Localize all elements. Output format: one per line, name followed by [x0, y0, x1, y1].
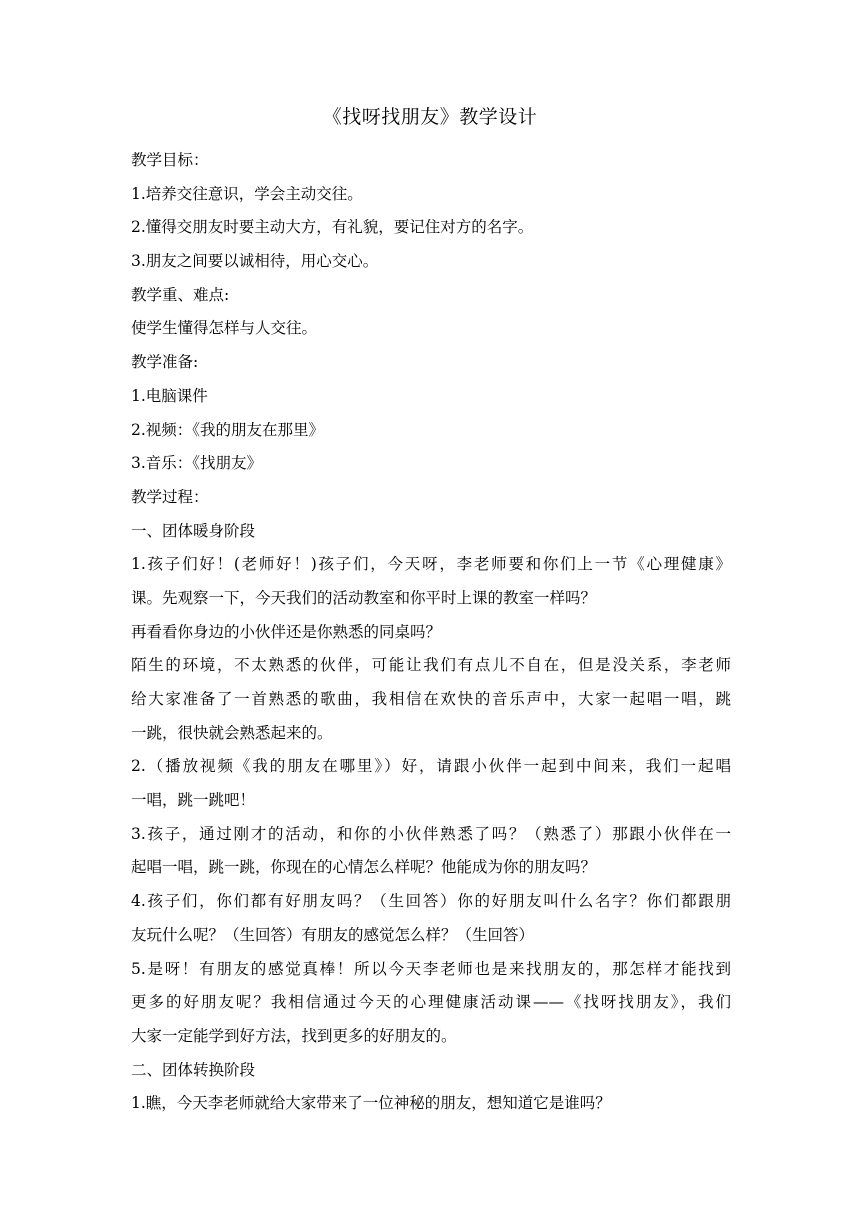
text-line: 更多的好朋友呢？我相信通过今天的心理健康活动课——《找呀找朋友》，我们	[131, 993, 731, 1012]
text-line: 再看看你身边的小伙伴还是你熟悉的同桌吗？	[131, 622, 442, 641]
text-line: 3.朋友之间要以诚相待，用心交心。	[131, 252, 379, 271]
text-line: 二、团体转换阶段	[131, 1060, 256, 1079]
text-line: 一唱，跳一跳吧！	[131, 791, 256, 810]
text-line: 教学过程：	[131, 487, 209, 506]
text-line: 1.培养交往意识，学会主动交往。	[131, 184, 363, 203]
document-body	[131, 144, 731, 1121]
document-title: 《找呀找朋友》教学设计	[322, 106, 538, 128]
text-line: 3.音乐：《找朋友》	[131, 454, 263, 473]
text-line: 给大家准备了一首熟悉的歌曲，我相信在欢快的音乐声中，大家一起唱一唱，跳	[131, 690, 731, 708]
text-line: 1.电脑课件	[131, 386, 208, 405]
text-line: 一、团体暖身阶段	[131, 521, 256, 540]
text-line: 陌生的环境，不太熟悉的伙伴，可能让我们有点儿不自在，但是没关系，李老师	[131, 656, 731, 675]
text-line: 起唱一唱，跳一跳，你现在的心情怎么样呢？他能成为你的朋友吗？	[131, 858, 597, 877]
text-line: 5.是呀！有朋友的感觉真棒！所以今天李老师也是来找朋友的，那怎样才能找到	[131, 959, 731, 978]
text-line: 4.孩子们，你们都有好朋友吗？（生回答）你的好朋友叫什么名字？你们都跟朋	[131, 892, 731, 911]
text-line: 友玩什么呢？（生回答）有朋友的感觉怎么样？（生回答）	[131, 925, 535, 944]
text-line: 教学目标：	[131, 151, 209, 169]
text-line: 课。先观察一下，今天我们的活动教室和你平时上课的教室一样吗？	[131, 588, 597, 607]
text-line: 一跳，很快就会熟悉起来的。	[131, 723, 333, 742]
text-line: 1.孩子们好！(老师好！)孩子们，今天呀，李老师要和你们上一节《心理健康》	[131, 555, 731, 574]
text-line: 2.视频：《我的朋友在那里》	[131, 420, 325, 439]
text-line: 3.孩子，通过刚才的活动，和你的小伙伴熟悉了吗？（熟悉了）那跟小伙伴在一	[131, 824, 731, 843]
text-line: 大家一定能学到好方法，找到更多的好朋友的。	[131, 1026, 457, 1045]
text-line: 2.（播放视频《我的朋友在哪里》）好，请跟小伙伴一起到中间来，我们一起唱	[131, 757, 731, 776]
text-line: 教学重、难点:	[131, 285, 230, 304]
text-line: 1.瞧，今天李老师就给大家带来了一位神秘的朋友，想知道它是谁吗？	[131, 1094, 611, 1113]
text-line: 使学生懂得怎样与人交往。	[131, 319, 318, 338]
text-line: 2.懂得交朋友时要主动大方，有礼貌，要记住对方的名字。	[131, 218, 534, 237]
text-line: 教学准备:	[131, 353, 199, 372]
